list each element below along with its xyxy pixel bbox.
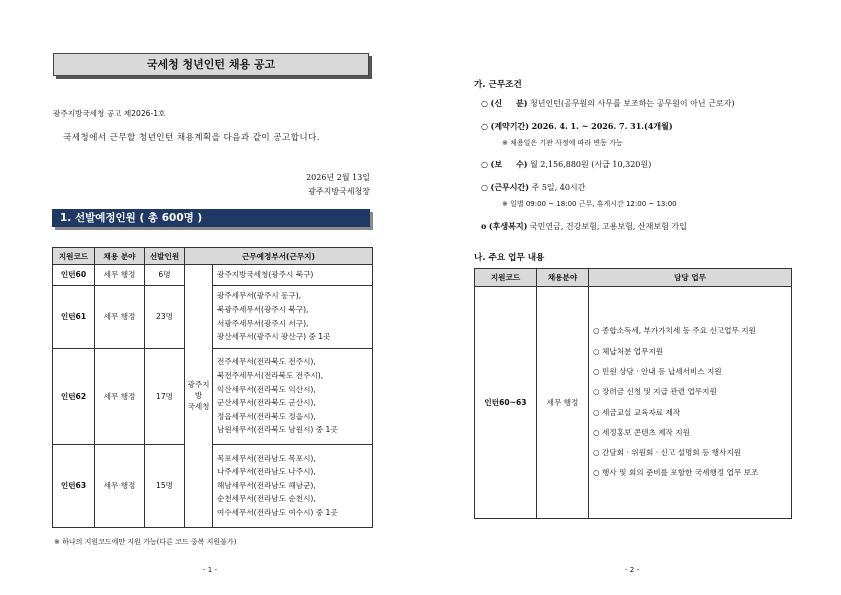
table-row xyxy=(53,348,373,444)
row-field: 세무 행정 xyxy=(95,444,145,527)
list-item: ○ 체납처분 업무지원 xyxy=(593,346,664,356)
group-label: 광주지방 국세청 xyxy=(185,265,213,528)
announcement-date: 2026년 2월 13일 xyxy=(306,173,370,182)
row-offices: 전주세무서(전라북도 전주시), 북전주세무서(전라북도 전주시), 익산세무서(전라북도 익산시), 군산세무서(전라북도 군산시), 정읍세무서(전라북도 정읍시), 남원세무서(전라북도 남원시) 중 1곳 xyxy=(213,348,373,444)
row-count: 17명 xyxy=(145,348,185,444)
notice-number: 광주지방국세청 공고 제2026-1호 xyxy=(53,109,166,118)
row-offices: 광주세무서(광주시 동구), 북광주세무서(광주시 북구), 서광주세무서(광주시 서구), 광산세무서(광주시 광산구) 중 1곳 xyxy=(213,285,373,348)
duty-table xyxy=(474,268,792,519)
list-item: ○ 간담회 · 위원회 · 신고 설명회 등 행사지원 xyxy=(593,448,742,458)
duty-field: 세무 행정 xyxy=(537,287,589,519)
condition-salary: ○ (보 수) 월 2,156,880원 (시급 10,320원) xyxy=(481,159,652,169)
contract-note: ※ 채용일은 기관 사정에 따라 변동 가능 xyxy=(502,139,623,147)
section-title-recruitment: 1. 선발예정인원 ( 총 600명 ) xyxy=(52,209,370,227)
duty-code: 인턴60~63 xyxy=(475,287,537,519)
duty-list xyxy=(589,287,792,519)
work-hours-note: ※ 일별 09:00 ~ 18:00 근무, 휴게시간 12:00 ~ 13:00 xyxy=(502,200,677,208)
section-work-conditions: 가. 근무조건 xyxy=(474,80,522,90)
issuer-name: 광주지방국세청장 xyxy=(308,187,370,196)
page-number-2: - 2 - xyxy=(625,566,639,574)
row-count: 23명 xyxy=(145,285,185,348)
row-code: 인턴62 xyxy=(53,348,95,444)
condition-status: ○ (신 분) 청년인턴(공무원의 사무를 보조하는 공무원이 아닌 근로자) xyxy=(481,98,735,108)
condition-welfare: o (후생복지) 국민연금, 건강보험, 고용보험, 산재보험 가입 xyxy=(481,221,687,231)
row-field: 세무 행정 xyxy=(95,265,145,286)
header-code: 지원코드 xyxy=(53,248,95,265)
section-main-duties: 나. 주요 업무 내용 xyxy=(474,253,545,263)
row-code: 인턴61 xyxy=(53,285,95,348)
row-offices: 목포세무서(전라남도 목포시), 나주세무서(전라남도 나주시), 해남세무서(전라남도 해남군), 순천세무서(전라남도 순천시), 여수세무서(전라남도 여수시) 중 1곳 xyxy=(213,444,373,527)
table-row xyxy=(475,287,792,519)
page-number-1: - 1 - xyxy=(203,566,217,574)
row-field: 세무 행정 xyxy=(95,285,145,348)
list-item: ○ 종합소득세, 부가가치세 등 주요 신고업무 지원 xyxy=(593,326,756,336)
header-count: 선발인원 xyxy=(145,248,185,265)
header-offices: 근무예정부서(근무지) xyxy=(185,248,373,265)
page-title: 국세청 청년인턴 채용 공고 xyxy=(53,53,369,76)
list-item: ○ 세금교실 교육자료 제작 xyxy=(593,407,681,417)
row-offices: 광주지방국세청(광주시 북구) xyxy=(213,265,373,286)
footnote: ※ 하나의 지원코드에만 지원 가능(다른 코드 중복 지원불가) xyxy=(54,538,237,546)
row-count: 15명 xyxy=(145,444,185,527)
condition-contract-period: ○ (계약기간) 2026. 4. 1. ~ 2026. 7. 31.(4개월) xyxy=(481,121,673,131)
list-item: ○ 장려금 신청 및 지급 관련 업무지원 xyxy=(593,387,717,397)
row-code: 인턴60 xyxy=(53,265,95,286)
row-field: 세무 행정 xyxy=(95,348,145,444)
list-item: ○ 세정홍보 콘텐츠 제작 지원 xyxy=(593,427,690,437)
row-count: 6명 xyxy=(145,265,185,286)
list-item: ○ 민원 상담 · 안내 등 납세서비스 지원 xyxy=(593,366,722,376)
intro-text: 국세청에서 근무할 청년인턴 채용계획을 다음과 같이 공고합니다. xyxy=(63,133,320,143)
table-row xyxy=(53,265,373,286)
list-item: ○ 행사 및 회의 준비를 포함한 국세행정 업무 보조 xyxy=(593,468,759,478)
header-field: 채용 분야 xyxy=(95,248,145,265)
duty-header-code: 지원코드 xyxy=(475,269,537,287)
duty-header-field: 채용분야 xyxy=(537,269,589,287)
condition-work-hours: ○ (근무시간) 주 5일, 40시간 xyxy=(481,182,586,192)
recruitment-table xyxy=(52,247,373,528)
table-row xyxy=(53,444,373,527)
duty-header-tasks: 담당 업무 xyxy=(589,269,792,287)
table-row xyxy=(53,285,373,348)
row-code: 인턴63 xyxy=(53,444,95,527)
